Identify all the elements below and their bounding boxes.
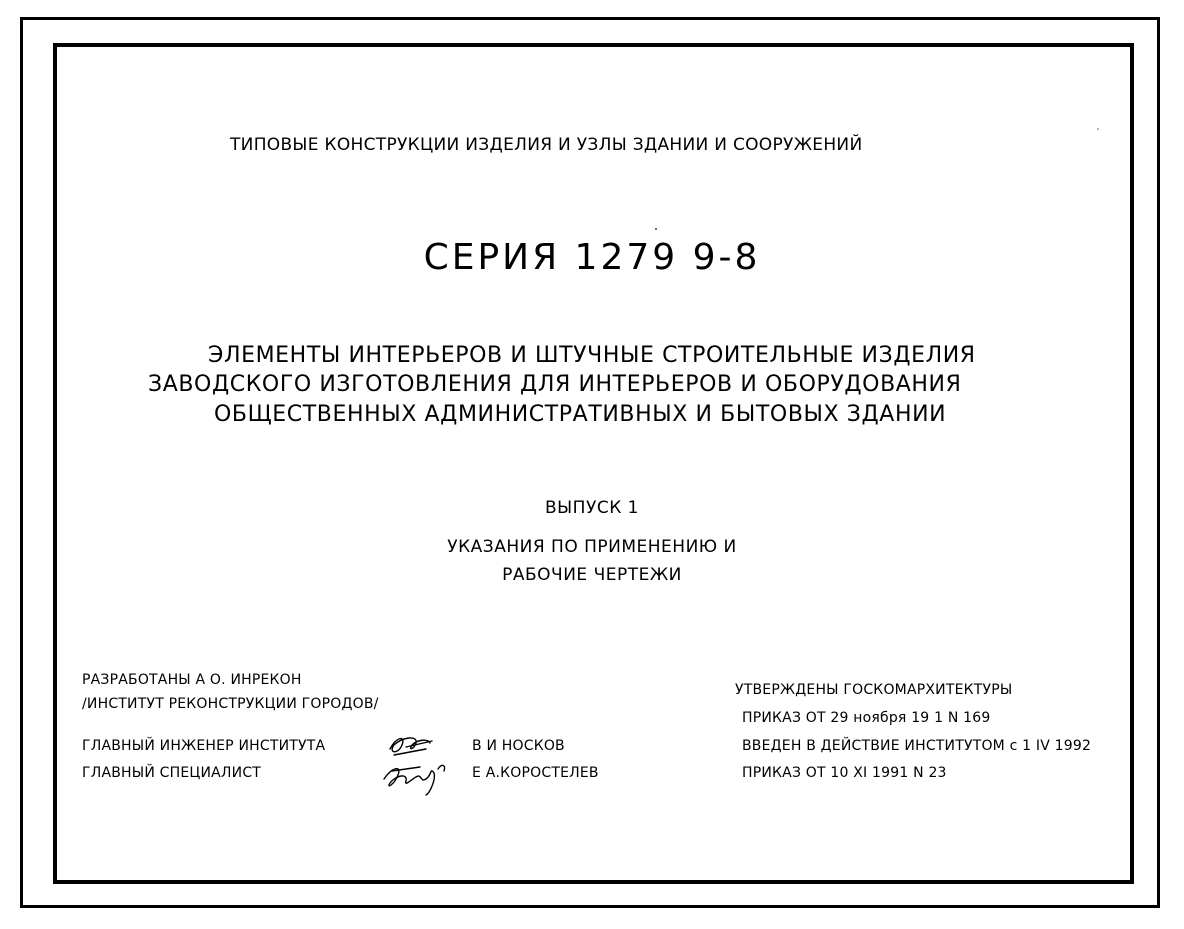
signatory-role-chief-specialist: ГЛАВНЫЙ СПЕЦИАЛИСТ [82,765,262,781]
signatory-role-chief-engineer: ГЛАВНЫЙ ИНЖЕНЕР ИНСТИТУТА [82,738,326,754]
description-line-1: УКАЗАНИЯ ПО ПРИМЕНЕНИЮ И [447,537,737,557]
description-line-2: РАБОЧИЕ ЧЕРТЕЖИ [502,565,682,585]
handwritten-signatures [372,727,462,799]
approval-line-2: ПРИКАЗ ОТ 29 ноября 19 1 N 169 [742,710,991,726]
document-title-line-2: ЗАВОДСКОГО ИЗГОТОВЛЕНИЯ ДЛЯ ИНТЕРЬЕРОВ И ОБОРУДОВАНИЯ [148,372,962,397]
approval-line-1: УТВЕРЖДЕНЫ ГОСКОМАРХИТЕКТУРЫ [735,682,1013,698]
document-header: ТИПОВЫЕ КОНСТРУКЦИИ ИЗДЕЛИЯ И УЗЛЫ ЗДАНИИ И СООРУЖЕНИЙ [230,135,863,155]
approval-line-3: ВВЕДЕН В ДЕЙСТВИЕ ИНСТИТУТОМ с 1 IV 1992 [742,738,1092,754]
issue-label: ВЫПУСК 1 [545,498,639,518]
developer-line-2: /ИНСТИТУТ РЕКОНСТРУКЦИИ ГОРОДОВ/ [82,696,379,712]
speck-mark [655,228,657,230]
document-title-line-1: ЭЛЕМЕНТЫ ИНТЕРЬЕРОВ И ШТУЧНЫЕ СТРОИТЕЛЬНЫЕ ИЗДЕЛИЯ [208,343,976,368]
signatory-name-chief-engineer: В И НОСКОВ [472,738,565,754]
approval-line-4: ПРИКАЗ ОТ 10 XI 1991 N 23 [742,765,947,781]
document-title-line-3: ОБЩЕСТВЕННЫХ АДМИНИСТРАТИВНЫХ И БЫТОВЫХ ЗДАНИИ [214,402,947,427]
signatory-name-chief-specialist: Е А.КОРОСТЕЛЕВ [472,765,599,781]
series-number: СЕРИЯ 1279 9-8 [423,237,761,278]
developer-line-1: РАЗРАБОТАНЫ А О. ИНРЕКОН [82,672,302,688]
speck-mark [1097,128,1099,130]
inner-frame [53,43,1134,884]
